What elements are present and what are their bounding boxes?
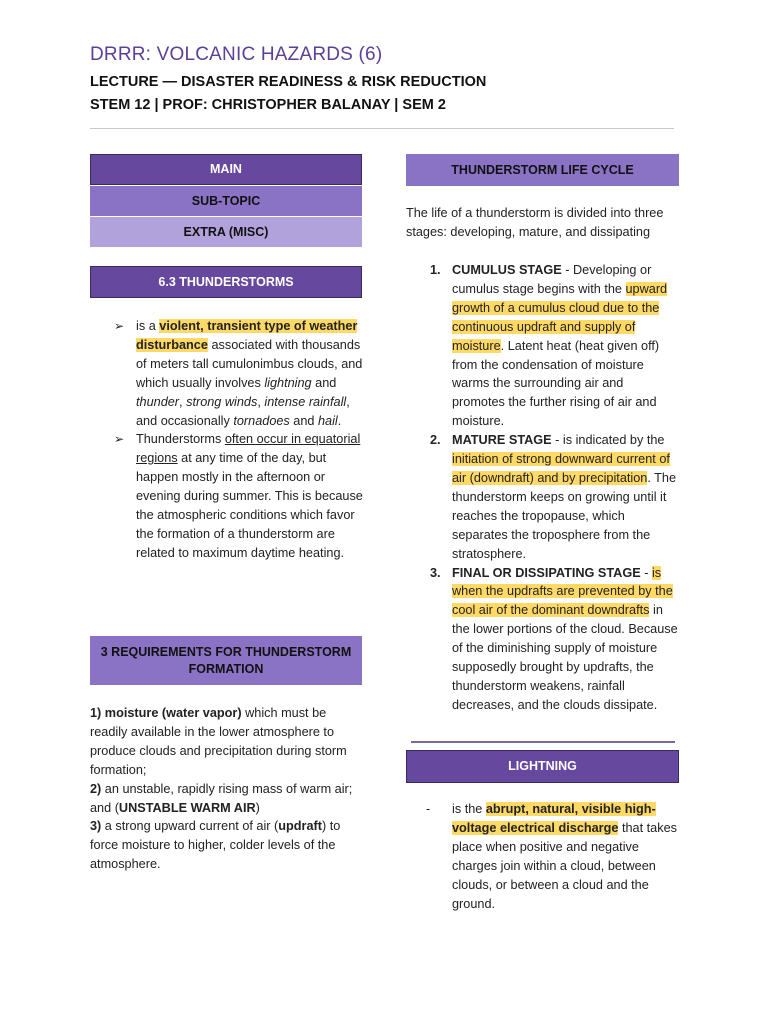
lecture-subtitle: LECTURE — DISASTER READINESS & RISK REDUCTION	[90, 74, 487, 90]
bullet-occurrence: ➢ Thunderstorms often occur in equatorial regions at any time of the day, but happen mostly in the afternoon or evening during summer. This is because the atmospheric conditions which favor the formation of a thunderstorm are related to maximum daytime heating.	[114, 430, 364, 562]
requirement-3: 3) a strong upward current of air (updraft) to force moisture to higher, colder levels of the atmosphere.	[90, 819, 341, 872]
requirement-2: 2) an unstable, rapidly rising mass of warm air; and (UNSTABLE WARM AIR)	[90, 781, 353, 815]
lightning-definition: - is the abrupt, natural, visible high-voltage electrical discharge that takes place when positive and negative charges join within a cloud, between clouds, or between a cloud and the ground.	[426, 802, 677, 911]
lifecycle-intro: The life of a thunderstorm is divided into three stages: developing, mature, and dissipating	[406, 206, 664, 239]
section-divider	[411, 741, 675, 743]
stage-dissipating: 3. FINAL OR DISSIPATING STAGE - is when the updrafts are prevented by the cool air of the dominant downdrafts in the lower portions of the cloud. Because of the diminishing supply of moisture supposedly brought by updrafts, the thunderstorm weakens, rainfall decreases, and the clouds dissipate.	[430, 565, 678, 712]
thunderstorms-heading: 6.3 THUNDERSTORMS	[90, 266, 362, 298]
header-divider	[90, 128, 674, 129]
bullet-definition: ➢ is a violent, transient type of weather disturbance associated with thousands of meters tall cumulonimbus clouds, and which usually involves lightning and thunder, strong winds, intense rainfall, and occasionally tornadoes and hail.	[114, 317, 364, 430]
requirement-1: 1) moisture (water vapor) which must be readily available in the lower atmosphere to produce clouds and precipitation during storm formation;	[90, 706, 347, 777]
thunderstorms-bullets	[114, 317, 364, 563]
legend-subtopic: SUB-TOPIC	[90, 186, 362, 216]
requirements-heading: 3 REQUIREMENTS FOR THUNDERSTORM FORMATION	[90, 636, 362, 685]
lightning-heading: LIGHTNING	[406, 750, 679, 783]
document-title: DRRR: VOLCANIC HAZARDS (6)	[90, 44, 383, 65]
course-info: STEM 12 | PROF: CHRISTOPHER BALANAY | SEM 2	[90, 97, 446, 113]
dash-marker: -	[426, 802, 431, 816]
requirements-list	[90, 704, 362, 874]
legend-main: MAIN	[90, 154, 362, 185]
stage-mature: 2. MATURE STAGE - is indicated by the initiation of strong downward current of air (downdraft) and by precipitation. The thunderstorm keeps on growing until it reaches the tropopause, which separates the troposphere from the stratosphere.	[430, 433, 677, 561]
lifecycle-heading: THUNDERSTORM LIFE CYCLE	[406, 154, 679, 186]
stage-cumulus: 1. CUMULUS STAGE - Developing or cumulus stage begins with the upward growth of a cumulus cloud due to the continuous updraft and supply of moisture. Latent heat (heat given off) from the condensation of moisture warms the surrounding air and promotes the further rising of air and moisture.	[430, 263, 668, 429]
legend-extra: EXTRA (MISC)	[90, 217, 362, 247]
lifecycle-stages	[430, 261, 678, 715]
